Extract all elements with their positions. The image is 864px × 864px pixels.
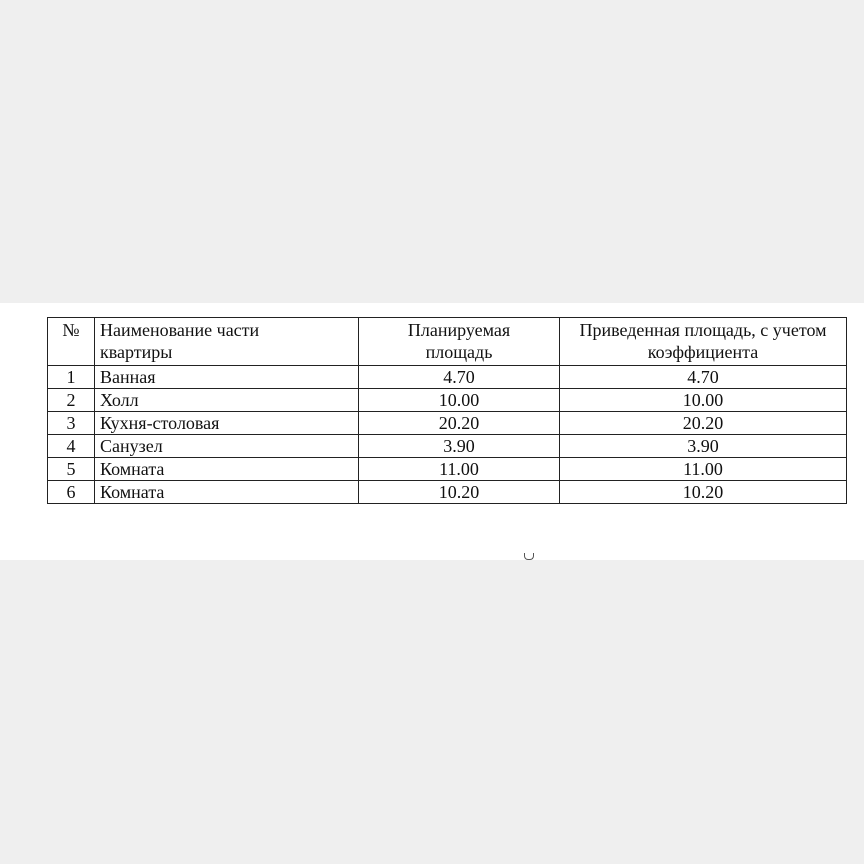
row-adjusted-area: 10.00 <box>560 389 847 412</box>
row-adjusted-area: 11.00 <box>560 458 847 481</box>
header-room-name-line1: Наименование части <box>100 320 260 340</box>
table-header <box>48 318 847 366</box>
row-room-name: Холл <box>95 389 359 412</box>
table-row <box>48 458 847 481</box>
row-room-name: Санузел <box>95 435 359 458</box>
header-planned-area-line1: Планируемая <box>407 320 511 340</box>
room-area-table <box>47 317 847 504</box>
table-row <box>48 435 847 458</box>
row-adjusted-area: 4.70 <box>560 366 847 389</box>
row-number: 3 <box>48 412 95 435</box>
table-row <box>48 412 847 435</box>
header-planned-area-line2: площадь <box>425 342 493 362</box>
row-number: 1 <box>48 366 95 389</box>
row-planned-area: 10.00 <box>359 389 560 412</box>
row-adjusted-area: 3.90 <box>560 435 847 458</box>
row-number: 4 <box>48 435 95 458</box>
row-number: 6 <box>48 481 95 504</box>
table-row <box>48 389 847 412</box>
row-adjusted-area: 10.20 <box>560 481 847 504</box>
table-row <box>48 481 847 504</box>
row-planned-area: 10.20 <box>359 481 560 504</box>
header-row <box>48 318 847 366</box>
row-planned-area: 11.00 <box>359 458 560 481</box>
row-planned-area: 4.70 <box>359 366 560 389</box>
row-room-name: Кухня-столовая <box>95 412 359 435</box>
header-room-name <box>95 318 359 366</box>
table-row <box>48 366 847 389</box>
header-adjusted-area <box>560 318 847 366</box>
row-room-name: Комната <box>95 481 359 504</box>
cropped-text-fragment <box>524 553 534 560</box>
row-planned-area: 3.90 <box>359 435 560 458</box>
header-planned-area <box>359 318 560 366</box>
header-adjusted-area-line1: Приведенная площадь, с учетом <box>579 320 827 340</box>
row-room-name: Комната <box>95 458 359 481</box>
header-adjusted-area-line2: коэффициента <box>647 342 759 362</box>
document-page <box>0 303 864 560</box>
header-room-name-line2: квартиры <box>100 342 173 362</box>
row-room-name: Ванная <box>95 366 359 389</box>
row-planned-area: 20.20 <box>359 412 560 435</box>
row-adjusted-area: 20.20 <box>560 412 847 435</box>
row-number: 5 <box>48 458 95 481</box>
table-body <box>48 366 847 504</box>
header-number: № <box>48 318 95 366</box>
row-number: 2 <box>48 389 95 412</box>
